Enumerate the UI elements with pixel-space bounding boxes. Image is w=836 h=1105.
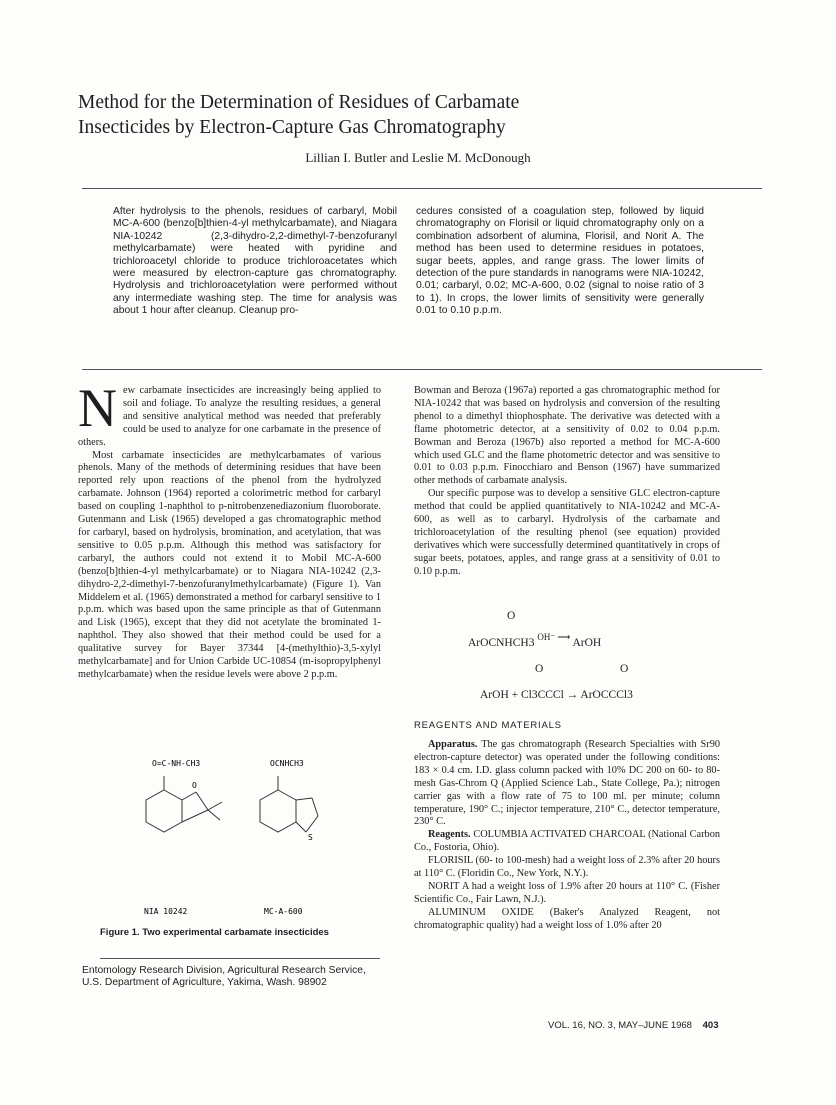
mc-a-600-group: OCNHCH3: [270, 759, 304, 768]
alumina-paragraph: ALUMINUM OXIDE (Baker's Analyzed Reagent, not chromatographic quality) had a weight loss of 1.0% after 20: [414, 906, 720, 931]
apparatus-text: The gas chromatograph (Research Specialties with Sr90 electron-capture detector) was operated under the following conditions: 183 × 0.4 cm. I.D. glass column packed with 10% DC 200 on 60- to 80-mesh Gas-Chrom Q (Applied Science Lab., State College, Pa.); nitrogen carrier gas with a flow rate of 75 to 100 ml. per minute; column temperature, 190° C.; injector temperature, 210° C., detector temperature, 230° C.: [414, 739, 720, 828]
mc-a-600-label: MC-A-600: [264, 907, 303, 916]
equation-1: [468, 632, 602, 649]
page-footer: [548, 1020, 718, 1031]
svg-text:S: S: [308, 833, 313, 842]
abstract-text-1: After hydrolysis to the phenols, residues of carbaryl, Mobil MC-A-600 (benzo[b]thien-4-yl methylcarbamate), and Niagara NIA-10242 (2,3-dihydro-2,2-dimethyl-7-benzofuranyl methylcarbamate) were heated with pyridine and trichloroacetyl chloride to produce trichloroacetates which were measured by electron-capture gas chromatography. Hydrolysis and trichloroacetylation were performed without any intermediate washing step. The time for analysis was about 1 hour after cleanup. Cleanup pro-: [113, 206, 397, 317]
apparatus-heading: Apparatus.: [428, 739, 478, 750]
right-column: [414, 385, 720, 579]
eq2-oxygen-2: O: [620, 663, 629, 675]
intro-paragraph: [78, 378, 381, 450]
title-line-1: Method for the Determination of Residues of Carbamate: [78, 92, 520, 113]
reagents-heading: Reagents.: [428, 829, 471, 841]
journal-info: VOL. 16, NO. 3, MAY–JUNE 1968: [548, 1020, 692, 1031]
figure-1: [82, 748, 382, 918]
authors: Lillian I. Butler and Leslie M. McDonough: [305, 150, 531, 165]
abstract-rule: [82, 369, 762, 370]
intro-text: ew carbamate insecticides are increasingly being applied to soil and foliage. To analyze the resulting residues, a general and sensitive analytical method was needed that preferably could be used to analyze for one carbamate in the presence of others.: [78, 385, 381, 448]
figure-1-caption: Figure 1. Two experimental carbamate insecticides: [100, 927, 329, 938]
structure-diagrams: [82, 748, 382, 918]
abstract-left: [113, 206, 397, 318]
florisil-paragraph: FLORISIL (60- to 100-mesh) had a weight loss of 2.3% after 20 hours at 110° C. (Floridin Co., New York, N.Y.).: [414, 855, 720, 880]
article-title: [78, 90, 678, 140]
top-rule: [82, 188, 762, 189]
paragraph-2: Most carbamate insecticides are methylcarbamates of various phenols. Many of the methods of determining residues that have been reported rely upon reactions of the phenol from the hydrolyzed carbamate. Johnson (1964) reported a colorimetric method for carbaryl based on coupling 1-naphthol to p-nitrobenzenediazonium fluoroborate. Gutenmann and Lisk (1965) developed a gas chromatographic method for carbaryl, based on hydrolysis, bromination, and acetylation, that was sensitive to 0.05 p.p.m. Although this method was satisfactory for carbaryl, the authors could not extend it to Mobil MC-A-600 (benzo[b]thien-4-yl methylcarbamate) or to Niagara NIA-10242 (2,3-dihydro-2,2-dimethyl-7-benzofuranylmethylcarbamate) (Figure 1). Van Middelem et al. (1965) demonstrated a method for carbaryl sensitive to 1 p.p.m. which was based upon the same principle as that of Gutenmann and Lisk (1965), except that they did not acetylate the brominated 1-naphthol. They also showed that their method could be used for a qualitative survey for Bayer 37344 [4-(methylthio)-3,5-xylyl methylcarbamate] and for Union Carbide UC-10854 (m-isopropylphenyl methylcarbamate) when the residue levels were above 2 p.p.m.: [78, 449, 381, 680]
eq1-rhs: ArOH: [572, 637, 602, 649]
left-column: [78, 378, 381, 682]
nia-10242-label: NIA 10242: [144, 907, 188, 916]
eq1-arrow: OH⁻ ⟶: [537, 632, 571, 642]
title-line-2: Insecticides by Electron-Capture Gas Chromatography: [78, 117, 506, 138]
abstract-right: [416, 206, 704, 318]
reagents-section: [414, 739, 720, 933]
nia-10242-structure: [146, 776, 222, 832]
reagents-text: COLUMBIA ACTIVATED CHARCOAL (National Carbon Co., Fostoria, Ohio).: [414, 829, 720, 854]
footnote-rule: [100, 958, 380, 959]
norit-paragraph: NORIT A had a weight loss of 1.9% after 20 hours at 110° C. (Fisher Scientific Co., Fair Lawn, N.J.).: [414, 880, 720, 905]
right-paragraph-2: Our specific purpose was to develop a sensitive GLC electron-capture method that could be applied quantitatively to NIA-10242 and MC-A-600, as well as to carbaryl. Hydrolysis of the carbamate and trichloroacetylation of the resulting phenol (see equation) provided derivatives which were successfully determined quantitatively in crops of sugar beets, potatoes, apples, and range grass at a sensitivity of 0.01 to 0.10 p.p.m.: [414, 488, 720, 577]
equation-2: ArOH + Cl3CCCl → ArOCCCl3: [480, 689, 633, 701]
section-heading: REAGENTS AND MATERIALS: [414, 720, 562, 731]
page-number: 403: [702, 1020, 719, 1031]
apparatus-paragraph: [414, 739, 720, 829]
eq2-oxygen-1: O: [535, 663, 544, 675]
reagents-paragraph: [414, 829, 720, 855]
abstract-text-2: cedures consisted of a coagulation step, followed by liquid chromatography on Florisil or liquid chromatography only on a combination adsorbent of alumina, Florisil, and Norit A. The method has been used to determine residues in potatoes, sugar beets, apples, and range grass. The lower limits of detection of the pure standards in nanograms were NIA-10242, 0.01; carbaryl, 0.02; MC-A-600, 0.02 (signal to noise ratio of 3 to 1). In crops, the lower limits of sensitivity were generally 0.01 to 0.10 p.p.m.: [416, 206, 704, 317]
drop-cap: N: [78, 378, 117, 438]
mc-a-600-structure: [260, 776, 318, 832]
nia-10242-group: O=C-NH-CH3: [152, 759, 201, 768]
affiliation-footnote: Entomology Research Division, Agricultural Research Service, U.S. Department of Agriculture, Yakima, Wash. 98902: [82, 965, 366, 989]
svg-text:O: O: [192, 781, 197, 790]
right-paragraph-1: Bowman and Beroza (1967a) reported a gas chromatographic method for NIA-10242 that was based on hydrolysis and conversion of the resulting phenol to a dimethyl thiophosphate. The derivative was detected with a flame photometric detector, at a sensitivity of 0.02 to 0.04 p.p.m. Bowman and Beroza (1967b) also reported a method for MC-A-600 which used GLC and the flame photometric detector and was sensitive to 0.01 to 0.03 p.p.m. Finocchiaro and Benson (1967) have summarized other methods of carbamate analysis.: [414, 385, 720, 487]
eq1-oxygen: O: [507, 610, 516, 622]
eq1-lhs: ArOCNHCH3: [468, 637, 535, 649]
